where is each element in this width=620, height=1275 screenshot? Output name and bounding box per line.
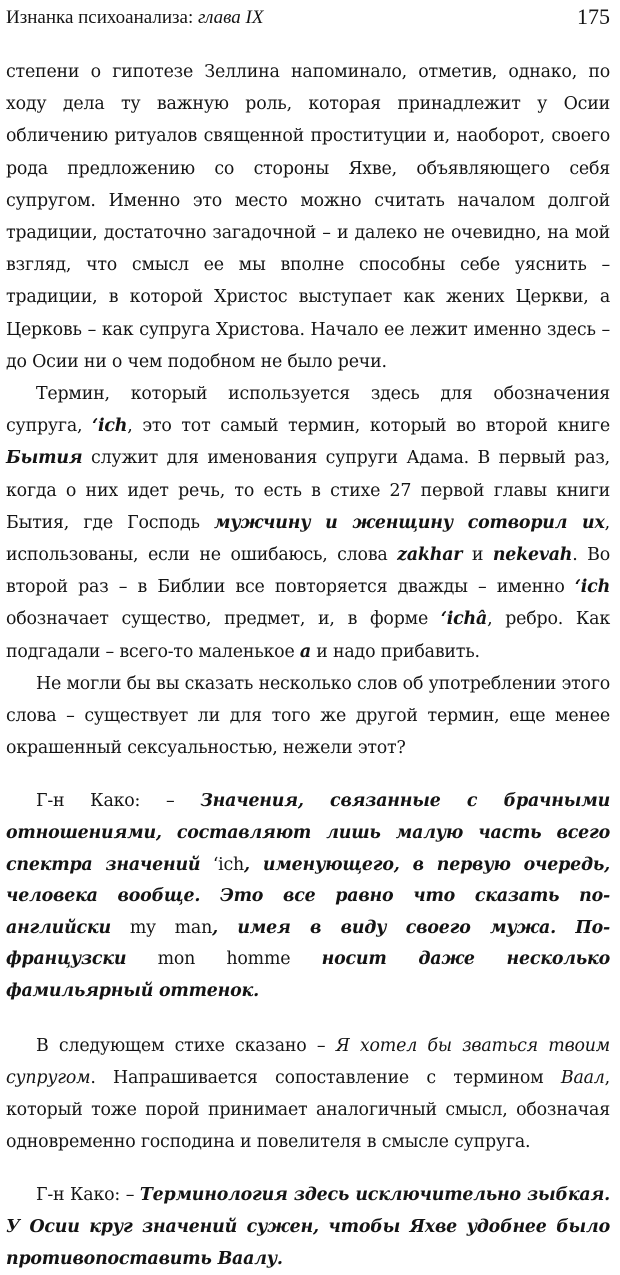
term-nekevah: nekevah [492,545,573,566]
speech-text: Значения, связанные с брачными отношениями, составляют лишь малую часть всего спектра значений [6,791,611,875]
speech-text: Терминология здесь исключительно зыбкая. У Осии круг значений сужен, чтобы Яхве удобнее было противопоставить Ваалу. [6,1185,610,1269]
running-title [6,7,263,29]
speech-text: носит даже несколько фамильярный оттенок. [6,949,611,1002]
text-run: , ребро. Как подгадали – всего-то маленькое [6,609,610,662]
running-title-text: Изнанка психоанализа: [6,7,194,28]
speech-kako-1 [6,786,610,1007]
term-ich: ‘ich [574,577,611,598]
term-icha: ‘ichâ [440,609,488,630]
page-header [6,4,610,34]
speaker-label: Г-н Како: – [36,791,175,812]
text-run: В следующем стихе сказано – [36,1035,326,1056]
scripture-quote: Я хотел бы зваться твоим супругом [6,1035,610,1088]
book-title-genesis: Бытия [6,448,83,469]
letter-a: a [299,641,311,662]
scripture-quote: мужчину и женщину сотворил их [214,512,605,533]
speech-text: , именующего, в первую очередь, человека вообще. Это все равно что сказать по-английски [6,854,610,938]
paragraph-2 [6,378,610,668]
paragraph-4 [6,1030,610,1159]
text-run: , использованы, если не ошибаюсь, слова [6,512,610,566]
term-ich: ‘ich [92,416,128,437]
text-run: Термин, который используется здесь для обозначения супруга, [6,384,610,437]
text-run: , который тоже порой принимает аналогичный смысл, обозначая одновременно господина и повелителя в смысле супруга. [6,1067,610,1153]
speech-text: , имея в виду своего мужа. По-французски [6,917,611,970]
speaker-label: Г-н Како: – [36,1185,135,1206]
text-run: . Напрашивается сопоставление с термином [90,1067,544,1088]
page-body [6,56,610,1275]
text-run: и надо прибавить. [316,641,480,662]
spacer [6,1008,610,1030]
text-run: , это тот самый термин, который во второй книге [127,416,610,437]
text-run: служит для именования супруги Адама. В первый раз, когда о них идет речь, то есть в стихе 27 первой главы книги Бытия, где Господь [6,448,611,533]
term-ich: ‘ich [212,854,245,875]
spacer [6,1158,610,1180]
french-phrase: mon homme [157,949,291,970]
term-zakhar: zakhar [397,545,463,566]
spacer [6,764,610,786]
term-baal: Ваал [560,1067,605,1088]
paragraph-1: степени о гипотезе Зеллина напоминало, отметив, однако, по ходу дела ту важную роль, которая принадлежит у Осии обличению ритуалов священной проституции и, наоборот, своего рода предложению со стороны Яхве, объявляющего себя супругом. Именно это место можно считать началом долгой традиции, достаточно загадочной – и далеко не очевидно, на мой взгляд, что смысл ее мы вполне способны себе уяснить – традиции, в которой Христос выступает как жених Церкви, а Церковь – как супруга Христова. Начало ее лежит именно здесь – до Осии ни о чем подобном не было речи. [6,62,610,372]
paragraph-3: Не могли бы вы сказать несколько слов об употреблении этого слова – существует ли для того же другой термин, еще менее окрашенный сексуальностью, нежели этот? [6,673,610,759]
text-run: обозначает существо, предмет, и, в форме [6,609,429,630]
english-phrase: my man [129,917,213,938]
text-run: и [471,545,484,566]
text-run: . Во второй раз – в Библии все повторяется дважды – именно [6,545,611,598]
chapter-label: глава IX [198,7,264,28]
page-number: 175 [577,4,610,29]
speech-kako-2 [6,1180,610,1275]
